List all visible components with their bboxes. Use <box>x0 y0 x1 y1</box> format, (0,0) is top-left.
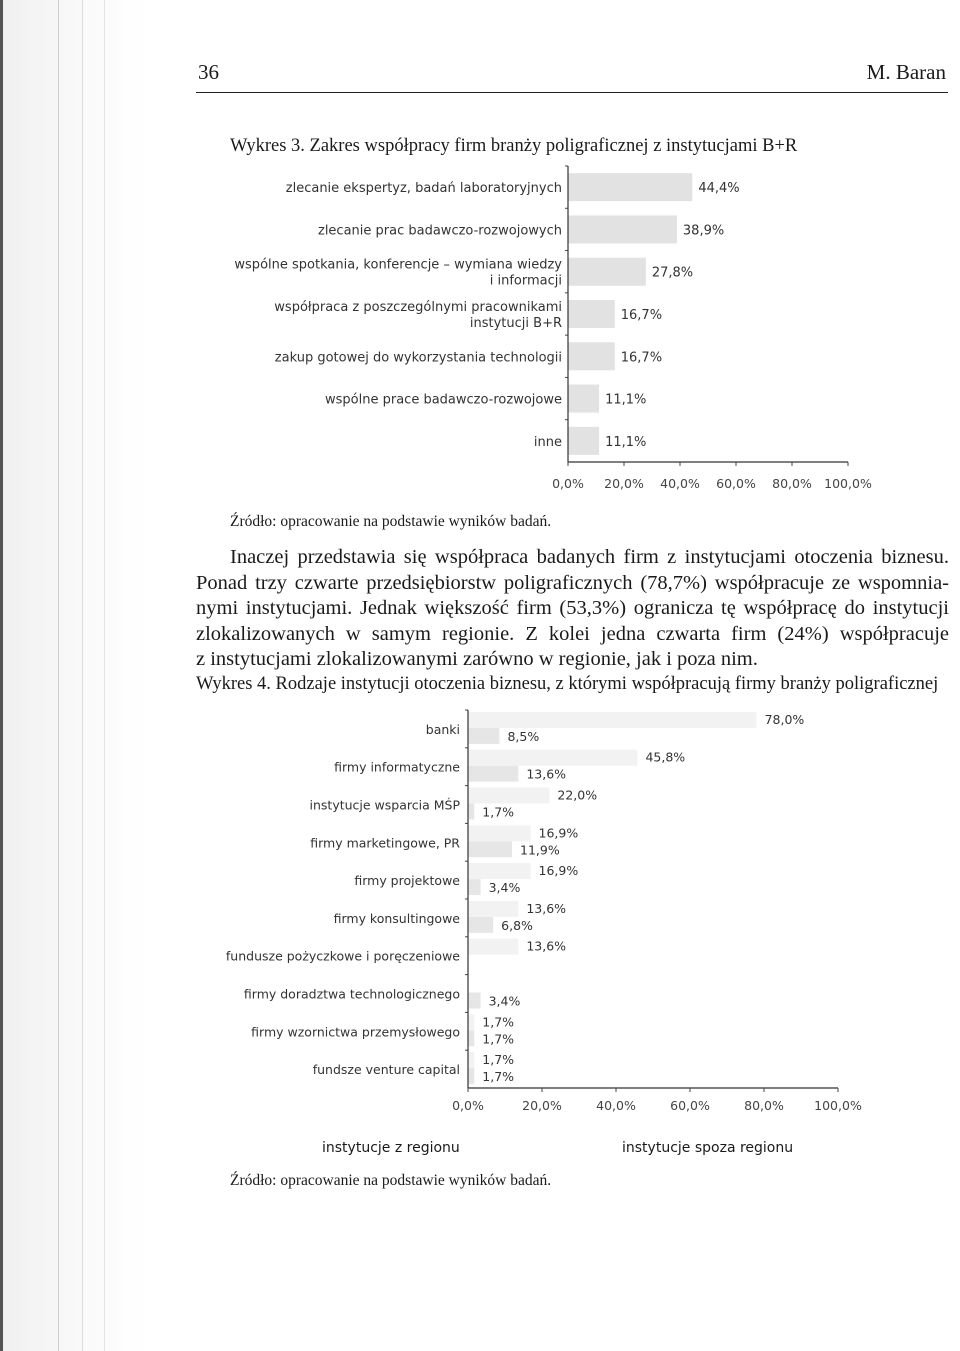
category-label: fundusze pożyczkowe i poręczeniowe <box>225 948 460 964</box>
page-number: 36 <box>198 60 219 84</box>
x-tick-label: 60,0% <box>670 1098 710 1113</box>
category-label: i informacji <box>489 273 562 289</box>
category-label: wspólne spotkania, konferencje – wymiana wiedzy <box>234 257 562 273</box>
bar-regional <box>468 917 493 933</box>
category-label: inne <box>533 434 562 450</box>
x-tick-label: 60,0% <box>716 476 756 491</box>
data-label: 16,7% <box>620 350 663 366</box>
data-label: 1,7% <box>482 1052 515 1068</box>
x-tick-label: 80,0% <box>772 476 812 491</box>
paragraph-line: Ponad trzy czwarte przedsiębiorstw poligraficznych (78,7%) współpracuje ze wspomnia- <box>196 571 949 594</box>
figure-4-caption: Wykres 4. Rodzaje instytucji otoczenia biznesu, z którymi współpracują firmy branży poligraficznej <box>196 674 939 694</box>
data-label: 44,4% <box>698 181 740 197</box>
category-label: współpraca z poszczególnymi pracownikami <box>274 300 562 315</box>
data-label: 1,7% <box>482 1031 515 1047</box>
category-label: instytucji B+R <box>469 316 562 331</box>
legend-item-regional: instytucje z regionu <box>322 1140 460 1156</box>
data-label: 1,7% <box>482 1069 515 1085</box>
category-label: instytucje wsparcia MŚP <box>309 797 460 813</box>
bar-nonregional <box>468 788 549 804</box>
data-label: 11,9% <box>520 842 560 858</box>
bar-regional <box>468 804 474 820</box>
legend-item-nonregional: instytucje spoza regionu <box>622 1140 794 1156</box>
paragraph-line: z instytucjami zlokalizowanymi zarówno w regionie, jak i poza nim. <box>196 648 758 671</box>
bar-regional <box>468 1068 474 1084</box>
category-label: banki <box>425 721 460 737</box>
data-label: 8,5% <box>507 728 540 744</box>
data-label: 1,7% <box>482 804 515 820</box>
data-label: 13,6% <box>526 938 567 954</box>
bar-regional <box>468 728 499 744</box>
x-tick-label: 40,0% <box>596 1098 636 1113</box>
bar-nonregional <box>468 825 531 841</box>
paragraph-line: zlokalizowanych w samym regionie. Z kolei jedna czwarta firm (24%) współpracuje <box>196 622 949 645</box>
data-label: 16,9% <box>538 825 579 841</box>
data-label: 38,9% <box>682 223 725 239</box>
category-label: fundsze venture capital <box>312 1062 460 1078</box>
x-tick-label: 80,0% <box>744 1098 784 1113</box>
x-tick-label: 0,0% <box>552 476 584 491</box>
bar-regional <box>468 841 512 857</box>
bar-regional <box>468 1030 474 1046</box>
category-label: firmy doradztwa technologicznego <box>243 986 460 1002</box>
bar-nonregional <box>468 863 531 879</box>
x-tick-label: 0,0% <box>452 1098 484 1113</box>
data-label: 1,7% <box>482 1014 515 1030</box>
category-label: zlecanie prac badawczo-rozwojowych <box>318 223 562 239</box>
figure-3-source: Źródło: opracowanie na podstawie wyników badań. <box>230 513 552 530</box>
running-head: M. Baran <box>866 60 946 84</box>
x-tick-label: 100,0% <box>824 476 872 491</box>
bar-nonregional <box>468 1014 474 1030</box>
paragraph-line: nymi instytucjami. Jednak większość firm (53,3%) ogranicza tę współpracę do instytucji <box>196 597 949 620</box>
data-label: 3,4% <box>488 993 521 1009</box>
category-label: wspólne prace badawczo-rozwojowe <box>325 392 562 408</box>
paragraph-line: Inaczej przedstawia się współpraca badanych firm z instytucjami otoczenia biznesu. <box>230 546 949 568</box>
category-label: zlecanie ekspertyz, badań laboratoryjnych <box>285 181 562 197</box>
category-label: zakup gotowej do wykorzystania technologii <box>274 350 562 366</box>
data-label: 6,8% <box>501 917 533 933</box>
category-label: firmy informatyczne <box>334 759 460 775</box>
data-label: 13,6% <box>526 766 567 782</box>
category-label: firmy projektowe <box>354 873 460 889</box>
bar-nonregional <box>468 1052 474 1068</box>
data-label: 16,9% <box>538 863 579 879</box>
figure-4-source: Źródło: opracowanie na podstawie wyników badań. <box>230 1172 552 1189</box>
category-label: firmy wzornictwa przemysłowego <box>251 1024 460 1040</box>
category-label: firmy konsultingowe <box>333 910 460 926</box>
x-tick-label: 100,0% <box>814 1098 862 1113</box>
x-tick-label: 40,0% <box>660 476 700 491</box>
figure-3-caption: Wykres 3. Zakres współpracy firm branży poligraficznej z instytucjami B+R <box>230 136 798 156</box>
bar-nonregional <box>468 712 757 728</box>
bar-nonregional <box>468 939 518 955</box>
x-tick-label: 20,0% <box>604 476 644 491</box>
category-label: firmy marketingowe, PR <box>310 835 460 851</box>
data-label: 3,4% <box>488 880 521 896</box>
data-label: 16,7% <box>620 308 663 323</box>
bar-regional <box>468 766 518 782</box>
data-label: 13,6% <box>526 900 567 916</box>
data-label: 11,1% <box>605 434 647 450</box>
data-label: 11,1% <box>605 392 647 408</box>
bar-regional <box>468 879 481 895</box>
x-tick-label: 20,0% <box>522 1098 562 1113</box>
bar-nonregional <box>468 750 637 766</box>
data-label: 45,8% <box>645 749 686 765</box>
data-label: 27,8% <box>651 265 694 281</box>
bar-nonregional <box>468 901 518 917</box>
bar-regional <box>468 993 481 1009</box>
data-label: 78,0% <box>764 711 805 727</box>
data-label: 22,0% <box>557 787 598 803</box>
